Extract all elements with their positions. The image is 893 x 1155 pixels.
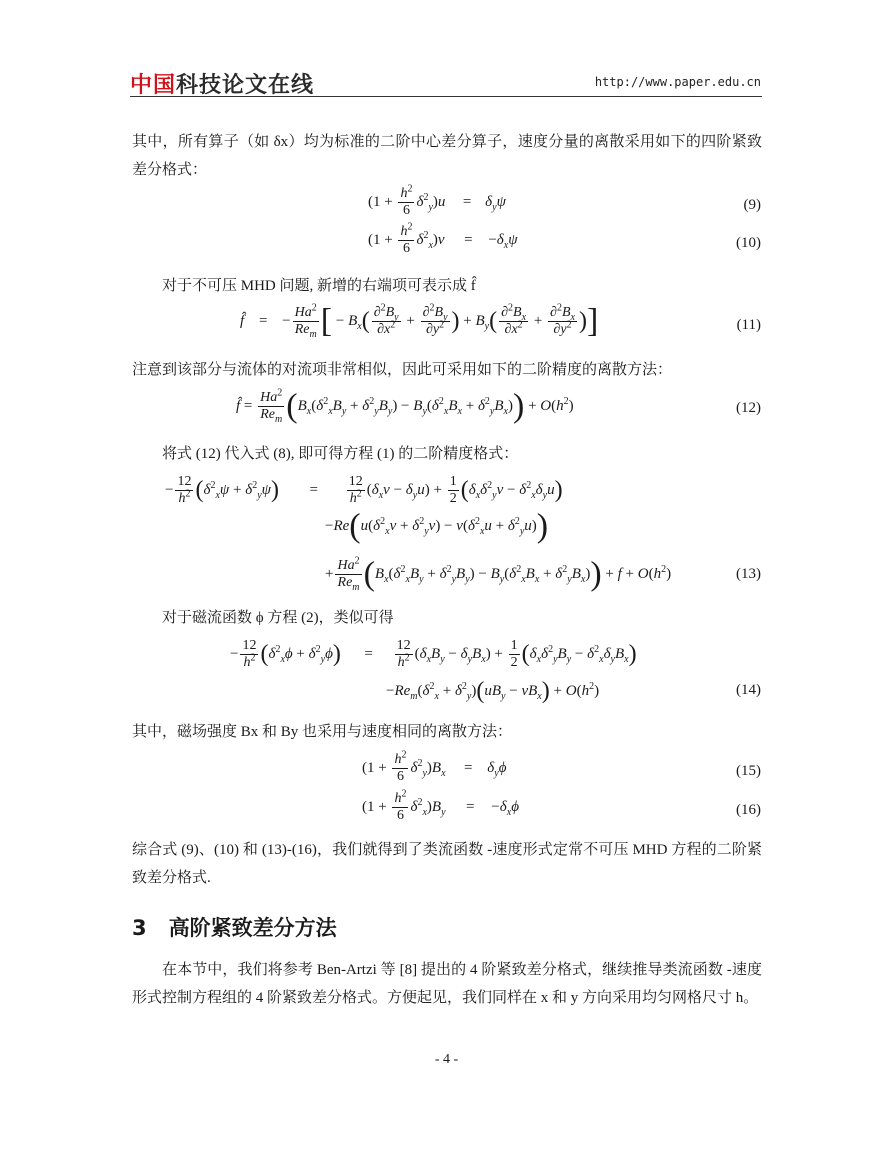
paragraph-text: 其中，所有算子（如 δx）均为标准的二阶中心差分算子，速度分量的离散采用如下的四阶紧致差分格式： xyxy=(132,134,762,178)
paragraph-text: 在本节中，我们将参考 Ben-Artzi 等 [8] 提出的 4 阶紧致差分格式，继续推导类流函数 -速度形式控制方程组的 4 阶紧致差分格式。方便起见，我们同样在 x 和 y 方向采用均匀网格尺寸 h。 xyxy=(132,962,762,1006)
section-heading xyxy=(132,912,337,942)
paragraph-7 xyxy=(132,836,762,892)
equation-14-line-1: − $\frac{12}{h^2}$ $(\delta^2_x\phi + \delta^2_y\phi)$ = $\frac{12}{h^2}$ $(\delta_xB_y - \delta_yB_x)$ + $\frac{1}{2}$ $(\delta_x\delta^2_yB_y - \delta^2_x\delta_yB_x)$ xyxy=(230,638,637,670)
equation-16: (1 + $\frac{h^2}{6}$ $\delta^2_x)B_y = -\delta_x\phi$ xyxy=(362,788,519,823)
paragraph-4 xyxy=(132,440,762,468)
logo-red-text: 中国 xyxy=(130,73,177,98)
logo-dark-text: 科技论文在线 xyxy=(176,73,315,98)
equation-number-9: (9) xyxy=(743,197,761,213)
equation-number-14: (14) xyxy=(736,682,761,698)
paragraph-text: 对于磁流函数 ϕ 方程 (2)，类似可得 xyxy=(162,610,394,626)
equation-9: (1 + $\frac{h^2}{6}$ $\delta^2_y)u = \delta_y\psi$ xyxy=(368,183,506,218)
equation-13-line-2: $-Re(u(\delta^2_xv + \delta^2_yv) - v(\delta^2_xu + \delta^2_yu))$ xyxy=(325,507,549,545)
paragraph-2 xyxy=(132,272,762,300)
equation-12: f̂ = $\frac{Ha^2}{Re_m}$ $(B_x(\delta^2_xB_y + \delta^2_yB_y) - B_y(\delta^2_xB_x + \delta^2_yB_x)) + O(h^2)$ xyxy=(236,387,574,425)
equation-number-11: (11) xyxy=(736,317,761,333)
paragraph-5 xyxy=(132,604,762,632)
equation-13-line-3: + $\frac{Ha^2}{Re_m}$ $(B_x(\delta^2_xB_y + \delta^2_yB_y) - B_y(\delta^2_xB_x + \delta^2_yB_x)) + f + O(h^2)$ xyxy=(325,555,672,593)
journal-logo xyxy=(130,68,314,99)
paragraph-text: 注意到该部分与流体的对流项非常相似，因此可采用如下的二阶精度的离散方法： xyxy=(132,362,673,378)
equation-14-line-2: $-Re_m(\delta^2_x + \delta^2_y)(uB_y - vB_x) + O(h^2)$ xyxy=(386,678,600,704)
page-number: - 4 - xyxy=(434,1052,459,1067)
equation-10: (1 + $\frac{h^2}{6}$ $\delta^2_x)v = -\delta_x\psi$ xyxy=(368,221,518,256)
header-url[interactable]: http://www.paper.edu.cn xyxy=(594,75,761,89)
equation-number-10: (10) xyxy=(736,235,761,251)
paragraph-text: 对于不可压 MHD 问题, 新增的右端项可表示成 f̂ xyxy=(162,278,476,294)
equation-number-16: (16) xyxy=(736,802,761,818)
equation-number-12: (12) xyxy=(736,400,761,416)
paragraph-text: 其中，磁场强度 Bx 和 By 也采用与速度相同的离散方法： xyxy=(132,724,513,740)
paragraph-3 xyxy=(132,356,762,384)
paragraph-text: 将式 (12) 代入式 (8), 即可得方程 (1) 的二阶精度格式： xyxy=(162,446,519,462)
paragraph-1 xyxy=(132,128,762,184)
paragraph-text: 综合式 (9)、(10) 和 (13)-(16)，我们就得到了类流函数 -速度形式定常不可压 MHD 方程的二阶紧致差分格式. xyxy=(132,842,762,886)
equation-13-line-1: − $\frac{12}{h^2}$ $(\delta^2_x\psi + \delta^2_y\psi)$ = $\frac{12}{h^2}$ $(\delta_xv - \delta_yu)$ + $\frac{1}{2}$ $(\delta_x\delta^2_yv - \delta^2_x\delta_yu)$ xyxy=(165,474,563,506)
equation-15: (1 + $\frac{h^2}{6}$ $\delta^2_y)B_x = \delta_y\phi$ xyxy=(362,749,507,784)
paragraph-8 xyxy=(132,956,762,1012)
equation-11: f̂ = − $\frac{Ha^2}{Re_m}$ [ − $B_x$( $\frac{\partial^2B_y}{\partial x^2}$ + $\frac{\partial^2B_y}{\partial y^2}$ ) + $B_y$( $\frac{\partial^2B_x}{\partial x^2}$ + $\frac{\partial^2B_x}{\partial y^2}$ )] xyxy=(240,302,599,340)
paragraph-6 xyxy=(132,718,762,746)
section-title: 高阶紧致差分方法 xyxy=(168,916,337,940)
equation-number-15: (15) xyxy=(736,763,761,779)
section-number: 3 xyxy=(132,916,147,940)
equation-number-13: (13) xyxy=(736,566,761,582)
header-divider xyxy=(130,96,762,97)
